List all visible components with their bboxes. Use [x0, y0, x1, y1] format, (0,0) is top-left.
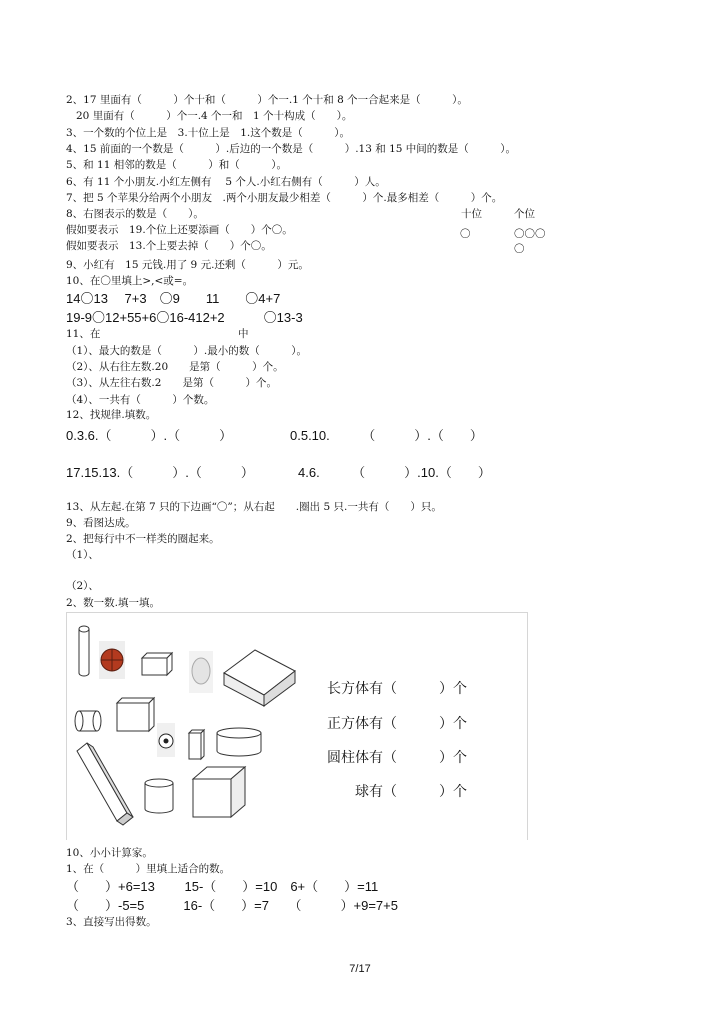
q8-sub2: 假如要表示 13.个上要去掉（ ）个〇。: [66, 240, 272, 252]
q8-line: 8、右图表示的数是（ ）。: [66, 208, 204, 220]
q10b-sub3: 3、直接写出得数。: [66, 916, 157, 928]
q2b-sub2: （2）、: [66, 580, 99, 592]
cuboid-count-label: 长方体有（ ）个: [327, 681, 467, 697]
flat-cylinder: [217, 728, 261, 756]
horizontal-cylinder: [75, 711, 101, 731]
q5-line: 5、和 11 相邻的数是（ ）和（ ）。: [66, 159, 287, 171]
q13-line: 13、从左起.在第 7 只的下边画“〇”；从右起 .圈出 5 只.一共有（ ）只。: [66, 501, 442, 513]
q4-line: 4、15 前面的一个数是（ ）.后边的一个数是（ ）.13 和 15 中间的数是（ ）。: [66, 143, 517, 155]
medium-cube: [117, 698, 154, 731]
pattern-1: 0.3.6.（ ）.（ ）: [66, 428, 233, 443]
ones-circles-row2: 〇: [514, 243, 525, 255]
soccer-ball-image: [157, 723, 175, 757]
basketball-image: [99, 641, 125, 679]
shapes-figure: [66, 612, 528, 840]
q3-line: 3、一个数的个位上是 3.十位上是 1.这个数是（ ）。: [66, 127, 350, 139]
q7-line: 7、把 5 个苹果分给两个小朋友 .两个小朋友最少相差（ ）个.最多相差（ ）个。: [66, 192, 503, 204]
fill-row2: （ ）-5=5 16-（ ）=7 （ ）+9=7+5: [66, 898, 398, 913]
q2-line2: 20 里面有（ ）个一.4 个一和 1 个十构成（ ）。: [76, 110, 353, 122]
q11-sub4: （4）、一共有（ ）个数。: [66, 394, 215, 406]
q9-line: 9、小红有 15 元钱.用了 9 元.还剩（ ）元。: [66, 259, 309, 271]
fill-row1: （ ）+6=13 15-（ ）=10 6+（ ）=11: [66, 879, 379, 894]
long-tilted-cuboid: [77, 743, 133, 825]
q2-line1: 2、17 里面有（ ）个十和（ ）个一.1 个十和 8 个一合起来是（ ）。: [66, 94, 468, 106]
q11-mid: 中: [238, 328, 249, 340]
sphere-count-label: 球有（ ）个: [355, 784, 467, 800]
pattern-2: 0.5.10. （ ）.（ ）: [290, 428, 483, 443]
thin-cuboid: [189, 730, 204, 759]
pattern-4: 4.6. （ ）.10.（ ）: [298, 465, 491, 480]
q10-compare-row2: 19-9〇12+55+6〇16-412+2 〇13-3: [66, 310, 303, 325]
small-cuboid: [142, 653, 172, 675]
q10b-line: 10、小小计算家。: [66, 847, 153, 859]
tilted-cube: [224, 650, 295, 706]
q8-sub1: 假如要表示 19.个位上还要添画（ ）个〇。: [66, 224, 293, 236]
large-cube: [193, 767, 245, 817]
q10-compare-row1: 14〇13 7+3 〇9 11 〇4+7: [66, 291, 281, 306]
ones-label: 个位: [514, 208, 535, 220]
cylinder-count-label: 圆柱体有（ ）个: [327, 750, 467, 766]
q11-sub3: （3）、从左往右数.2 是第（ ）个。: [66, 377, 277, 389]
count-fill-title: 2、数一数.填一填。: [66, 597, 161, 609]
tens-label: 十位: [461, 208, 482, 220]
q11-sub1: （1）、最大的数是（ ）.最小的数（ ）。: [66, 345, 308, 357]
q12-line: 12、找规律.填数。: [66, 409, 157, 421]
q2b-sub1: （1）、: [66, 549, 99, 561]
tens-circles: 〇: [460, 228, 471, 240]
q10-line: 10、在〇里填上>,<或=。: [66, 275, 194, 287]
short-cylinder: [145, 779, 173, 813]
q10b-sub1: 1、在（ ）里填上适合的数。: [66, 863, 231, 875]
q11-sub2: （2）、从右往左数.20 是第（ ）个。: [66, 361, 284, 373]
q2b-line: 2、把每行中不一样类的圈起来。: [66, 533, 220, 545]
thin-cylinder: [79, 626, 89, 676]
page-number: 7/17: [349, 963, 371, 975]
ones-circles-row1: 〇〇〇: [514, 228, 546, 240]
white-ball-image: [189, 651, 213, 693]
q6-line: 6、有 11 个小朋友.小红左侧有 5 个人.小红右侧有（ ）人。: [66, 176, 386, 188]
q9b-line: 9、看图达成。: [66, 517, 136, 529]
pattern-3: 17.15.13.（ ）.（ ）: [66, 465, 254, 480]
q11-line: 11、在: [66, 328, 101, 340]
cube-count-label: 正方体有（ ）个: [327, 716, 467, 732]
